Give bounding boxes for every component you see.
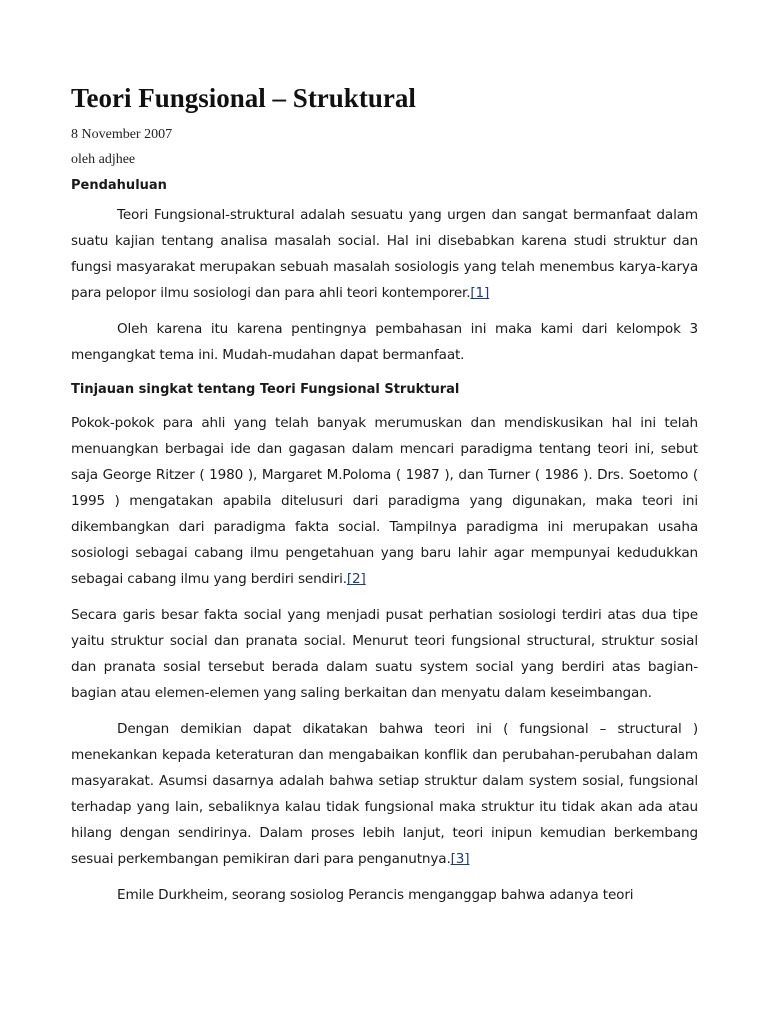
paragraph-text: Teori Fungsional-struktural adalah sesuatu yang urgen dan sangat bermanfaat dalam suatu kajian tentang analisa masalah social. Hal ini disebabkan karena studi struktur dan fungsi masyarakat merupakan sebuah masalah sosiologis yang telah menembus karya-karya para pelopor ilmu sosiologi dan para ahli teori kontemporer.: [71, 207, 698, 302]
paragraph-text: Secara garis besar fakta social yang menjadi pusat perhatian sosiologi terdiri atas dua tipe yaitu struktur social dan pranata social. Menurut teori fungsional structural, struktur sosial dan pranata sosial tersebut berada dalam suatu system social yang berdiri atas bagian-bagian atau elemen-elemen yang saling berkaitan dan menyatu dalam keseimbangan.: [71, 607, 698, 702]
footnote-link-1[interactable]: [1]: [470, 285, 490, 302]
paragraph-tinjauan-3: [71, 716, 698, 872]
footnote-link-3[interactable]: [3]: [450, 851, 470, 868]
section-heading-pendahuluan: Pendahuluan: [71, 178, 167, 194]
paragraph-text: Emile Durkheim, seorang sosiolog Perancis menganggap bahwa adanya teori: [117, 887, 634, 904]
article-author: oleh adjhee: [71, 152, 136, 168]
paragraph-intro-2: [71, 316, 698, 368]
paragraph-tinjauan-4: [71, 882, 698, 908]
paragraph-intro-1: [71, 202, 698, 306]
paragraph-text: Pokok-pokok para ahli yang telah banyak merumuskan dan mendiskusikan hal ini telah menuangkan berbagai ide dan gagasan dalam mencari paradigma tentang teori ini, sebut saja George Ritzer ( 1980 ), Margaret M.Poloma ( 1987 ), dan Turner ( 1986 ). Drs. Soetomo ( 1995 ) mengatakan apabila ditelusuri dari paradigma yang digunakan, maka teori ini dikembangkan dari paradigma fakta social. Tampilnya paradigma ini merupakan usaha sosiologi sebagai cabang ilmu pengetahuan yang baru lahir agar mempunyai kedudukkan sebagai cabang ilmu yang berdiri sendiri.: [71, 415, 698, 588]
paragraph-text: Oleh karena itu karena pentingnya pembahasan ini maka kami dari kelompok 3 mengangkat tema ini. Mudah-mudahan dapat bermanfaat.: [71, 321, 698, 364]
footnote-link-2[interactable]: [2]: [346, 571, 366, 588]
section-heading-tinjauan: Tinjauan singkat tentang Teori Fungsional Struktural: [71, 382, 460, 398]
paragraph-tinjauan-1: [71, 410, 698, 592]
paragraph-text: Dengan demikian dapat dikatakan bahwa teori ini ( fungsional – structural ) menekankan kepada keteraturan dan mengabaikan konflik dan perubahan-perubahan dalam masyarakat. Asumsi dasarnya adalah bahwa setiap struktur dalam system sosial, fungsional terhadap yang lain, sebaliknya kalau tidak fungsional maka struktur itu tidak akan ada atau hilang dengan sendirinya. Dalam proses lebih lanjut, teori inipun kemudian berkembang sesuai perkembangan pemikiran dari para penganutnya.: [71, 721, 698, 868]
paragraph-tinjauan-2: [71, 602, 698, 706]
article-date: 8 November 2007: [71, 127, 173, 143]
article-title: Teori Fungsional – Struktural: [71, 83, 416, 113]
